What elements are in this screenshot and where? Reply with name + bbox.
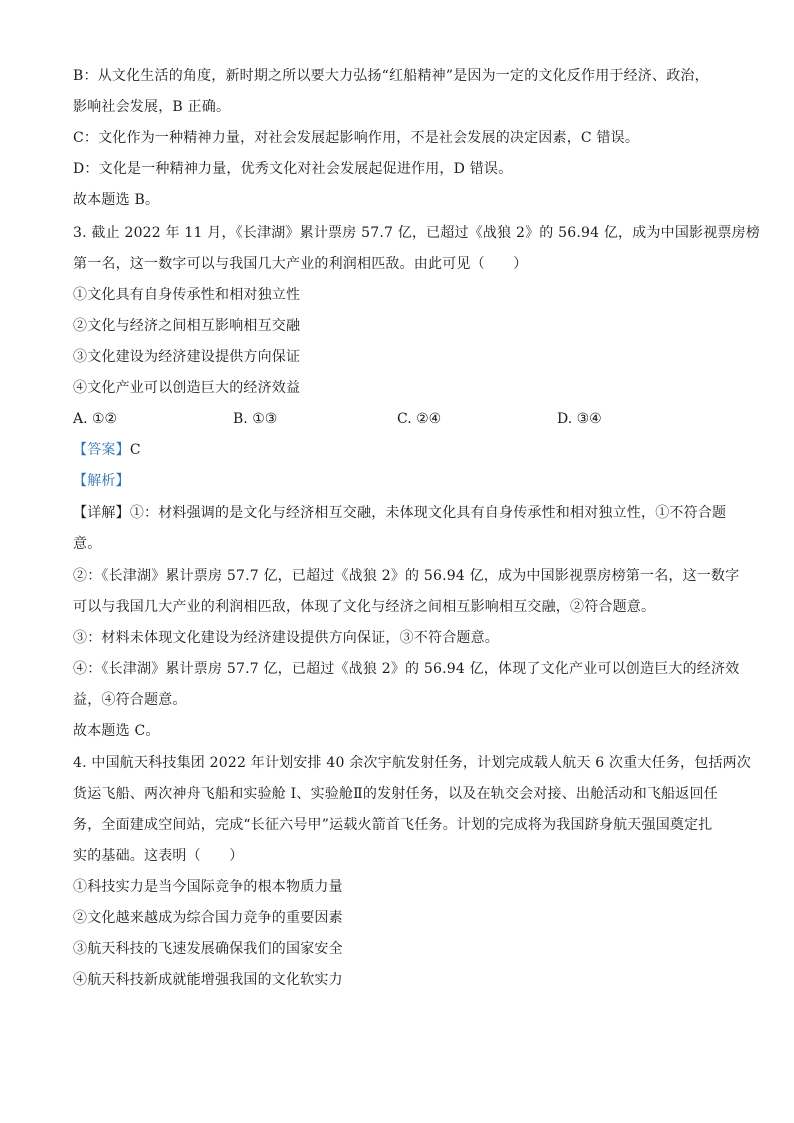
q4-statement-1: ①科技实力是当今国际竞争的根本物质力量 — [73, 879, 343, 895]
q3-statement-2: ②文化与经济之间相互影响相互交融 — [73, 318, 301, 334]
q3-option-b: B. ①③ — [233, 411, 278, 427]
q3-detail-4-line1: ④：《长津湖》累计票房 57.7 亿，已超过《战狼 2》的 56.94 亿，体现了文化产业可以创造巨大的经济效 — [73, 661, 740, 677]
q4-statement-4: ④航天科技新成就能增强我国的文化软实力 — [73, 972, 343, 988]
option-c-explanation: C：文化作为一种精神力量，对社会发展起影响作用，不是社会发展的决定因素，C 错误。 — [73, 130, 640, 146]
q4-stem-line2: 货运飞船、两次神舟飞船和实验舱 I、实验舱Ⅱ的发射任务，以及在轨交会对接、出舱活动和飞船返回任 — [73, 786, 718, 802]
answer-value: C — [129, 442, 141, 458]
q3-stem-line1: 3. 截止 2022 年 11 月，《长津湖》累计票房 57.7 亿，已超过《战狼 2》的 56.94 亿，成为中国影视票房榜 — [73, 225, 761, 241]
previous-conclusion: 故本题选 B。 — [73, 192, 160, 208]
q3-detail-4-line2: 益，④符合题意。 — [73, 692, 187, 708]
q3-statement-1: ①文化具有自身传承性和相对独立性 — [73, 287, 301, 303]
q3-detail-1-line1 — [73, 503, 726, 523]
q4-statement-2: ②文化越来越成为综合国力竞争的重要因素 — [73, 910, 343, 926]
answer-label: 【答案】 — [73, 442, 130, 458]
option-b-explanation-line2: 影响社会发展，B 正确。 — [73, 99, 231, 115]
q4-stem-line4: 实的基础。这表明（ ） — [73, 848, 244, 864]
detail-1-text: ①：材料强调的是文化与经济相互交融，未体现文化具有自身传承性和相对独立性，①不符合题 — [129, 505, 727, 521]
q3-option-a: A. ①② — [73, 411, 118, 427]
option-d-explanation: D：文化是一种精神力量，优秀文化对社会发展起促进作用，D 错误。 — [73, 161, 513, 177]
q3-detail-3: ③：材料未体现文化建设为经济建设提供方向保证，③不符合题意。 — [73, 630, 499, 646]
q3-answer — [73, 440, 141, 460]
q3-option-c: C. ②④ — [397, 411, 442, 427]
option-b-explanation-line1: B：从文化生活的角度，新时期之所以要大力弘扬“红船精神”是因为一定的文化反作用于经济、政治， — [73, 68, 709, 84]
q4-stem-line3: 务，全面建成空间站，完成“长征六号甲”运载火箭首飞任务。计划的完成将为我国跻身航天强国奠定扎 — [73, 817, 713, 833]
q4-stem-line1: 4. 中国航天科技集团 2022 年计划安排 40 余次宇航发射任务，计划完成载人航天 6 次重大任务，包括两次 — [73, 755, 752, 771]
q3-statement-3: ③文化建设为经济建设提供方向保证 — [73, 349, 301, 365]
q3-stem-line2: 第一名，这一数字可以与我国几大产业的利润相匹敌。由此可见（ ） — [73, 256, 528, 272]
q3-conclusion: 故本题选 C。 — [73, 723, 160, 739]
q3-statement-4: ④文化产业可以创造巨大的经济效益 — [73, 380, 301, 396]
q3-option-d: D. ③④ — [557, 411, 602, 427]
q3-detail-2-line2: 可以与我国几大产业的利润相匹敌，体现了文化与经济之间相互影响相互交融，②符合题意。 — [73, 599, 656, 615]
q3-detail-2-line1: ②：《长津湖》累计票房 57.7 亿，已超过《战狼 2》的 56.94 亿，成为中国影视票房榜第一名，这一数字 — [73, 568, 740, 584]
q4-statement-3: ③航天科技的飞速发展确保我们的国家安全 — [73, 941, 343, 957]
q3-detail-1-line2: 意。 — [73, 536, 102, 552]
detail-label: 【详解】 — [73, 505, 130, 521]
q3-analysis — [73, 471, 130, 491]
analysis-label: 【解析】 — [73, 473, 130, 489]
